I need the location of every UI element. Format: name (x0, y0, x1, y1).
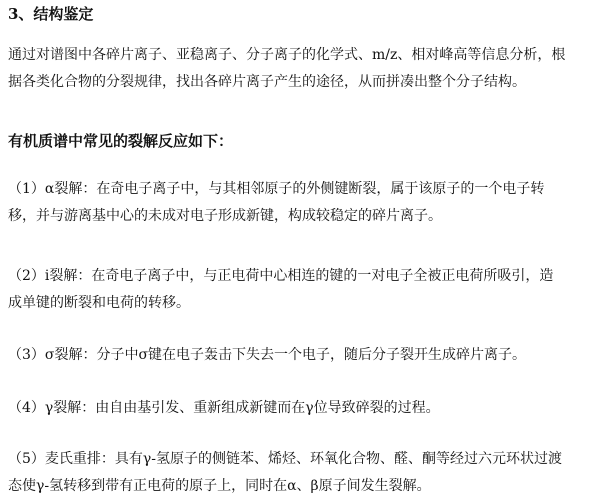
reaction-item-mclafferty (8, 446, 594, 500)
section-heading: 3、结构鉴定 (8, 5, 94, 23)
reaction-item-line: （5）麦氏重排：具有γ-氢原子的侧链苯、烯烃、环氧化合物、醛、酮等经过六元环状过渡 (8, 451, 563, 467)
reaction-item-sigma (8, 342, 594, 369)
reaction-item-line: （2）i裂解：在奇电子离子中，与正电荷中心相连的键的一对电子全被正电荷所吸引，造 (8, 268, 554, 284)
reaction-item-line: （3）σ裂解：分子中σ键在电子轰击下失去一个电子，随后分子裂开生成碎片离子。 (8, 347, 527, 363)
reaction-item-gamma (8, 395, 594, 422)
reaction-item-line: 成单键的断裂和电荷的转移。 (8, 295, 190, 311)
reactions-subheading: 有机质谱中常见的裂解反应如下： (8, 132, 234, 150)
reaction-item-line: （1）α裂解：在奇电子离子中，与其相邻原子的外侧键断裂，属于该原子的一个电子转 (8, 181, 545, 197)
reaction-item-i (8, 263, 594, 317)
intro-paragraph (8, 42, 594, 96)
reaction-item-alpha (8, 176, 594, 230)
reaction-item-line: 移，并与游离基中心的未成对电子形成新键，构成较稳定的碎片离子。 (8, 208, 442, 224)
intro-line-1: 通过对谱图中各碎片离子、亚稳离子、分子离子的化学式、m/z、相对峰高等信息分析，根 (8, 47, 566, 63)
reaction-item-line: （4）γ裂解：由自由基引发、重新组成新键而在γ位导致碎裂的过程。 (8, 400, 440, 416)
reaction-item-line: 态使γ-氢转移到带有正电荷的原子上，同时在α、β原子间发生裂解。 (8, 478, 431, 494)
intro-line-2: 据各类化合物的分裂规律，找出各碎片离子产生的途径，从而拼凑出整个分子结构。 (8, 74, 526, 90)
